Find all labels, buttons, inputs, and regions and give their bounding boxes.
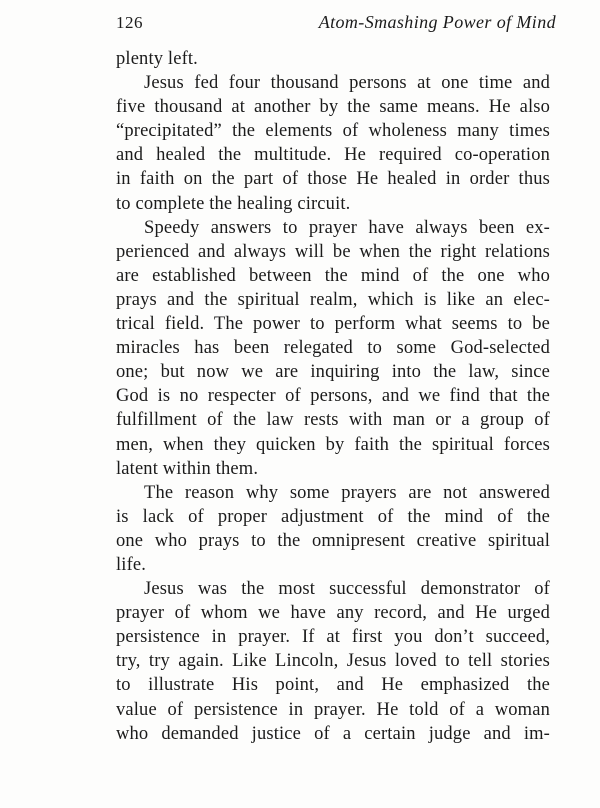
text-line: Jesus fed four thousand persons at one time and	[144, 73, 550, 94]
text-line: to complete the healing circuit.	[116, 193, 351, 214]
text-line: one; but now we are inquiring into the law, since	[116, 362, 550, 383]
text-line: Speedy answers to prayer have always been ex-	[144, 217, 550, 238]
text-line: try, try again. Like Lincoln, Jesus loved to tell stories	[116, 651, 550, 672]
text-line: to illustrate His point, and He emphasized the	[116, 675, 550, 696]
text-line: miracles has been relegated to some God-selected	[116, 338, 550, 359]
text-line: value of persistence in prayer. He told of a woman	[116, 699, 550, 720]
text-line: prayer of whom we have any record, and He urged	[116, 603, 550, 624]
text-line: five thousand at another by the same means. He also	[116, 97, 550, 118]
text-line: trical field. The power to perform what seems to be	[116, 314, 550, 335]
page-number: 126	[116, 13, 143, 32]
text-line: men, when they quicken by faith the spiritual forces	[116, 434, 550, 455]
text-line: and healed the multitude. He required co-operation	[116, 145, 550, 166]
text-line: plenty left.	[116, 49, 198, 69]
text-line: prays and the spiritual realm, which is like an elec-	[116, 289, 550, 310]
text-line: fulfillment of the law rests with man or a group of	[116, 410, 550, 431]
text-line: latent within them.	[116, 458, 259, 479]
running-title: Atom-Smashing Power of Mind	[318, 12, 556, 32]
text-line: Jesus was the most successful demonstrator of	[144, 579, 550, 600]
text-line: God is no respecter of persons, and we find that the	[116, 386, 550, 407]
text-line: are established between the mind of the one who	[116, 265, 550, 286]
text-line: who demanded justice of a certain judge and im-	[116, 723, 550, 744]
text-line: persistence in prayer. If at first you don’t succeed,	[116, 627, 550, 648]
text-line: perienced and always will be when the right relations	[116, 241, 550, 262]
page-header	[116, 12, 556, 33]
text-line: The reason why some prayers are not answered	[144, 482, 550, 503]
text-line: in faith on the part of those He healed in order thus	[116, 169, 550, 190]
text-line: “precipitated” the elements of wholeness many times	[116, 121, 550, 142]
text-line: life.	[116, 554, 147, 575]
text-line: one who prays to the omnipresent creative spiritual	[116, 530, 550, 551]
text-line: is lack of proper adjustment of the mind of the	[116, 506, 550, 527]
body-text	[116, 47, 550, 746]
